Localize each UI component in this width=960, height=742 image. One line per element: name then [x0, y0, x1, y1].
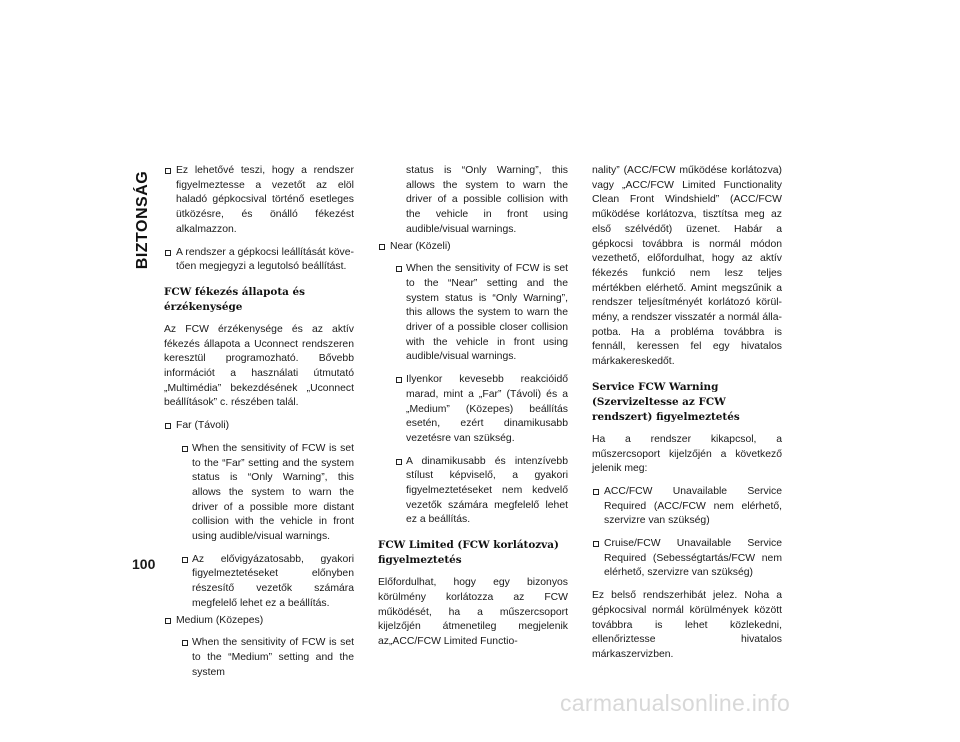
- bullet-item-far: Far (Távoli): [164, 419, 354, 434]
- column-2: [378, 164, 568, 658]
- bullet-item: Ez lehetővé teszi, hogy a rendszer figyelmeztesse a vezetőt az elöl haladó gépkocsival történő esetleges ütközésre, és önálló fékezést alkalmazzon.: [164, 164, 354, 238]
- section-tab: [126, 160, 160, 280]
- sub-bullet-item: Ilyenkor kevesebb reakcióidő marad, mint a „Far” (Távoli) és a „Medium” (Közepes) beállítás esetén, ezért dinamikusabb vezetésre van szükség.: [378, 373, 568, 447]
- sub-bullet-continuation: status is “Only Warning”, this allows the system to warn the driver of a possible collision with the vehicle in front using audible/visual warnings.: [406, 165, 568, 235]
- paragraph: Előfordulhat, hogy egy bizonyos körülmény korlátozza az FCW működését, ha a műszercsoport kijelzőjén átmenetileg megjelenik az„ACC/FCW Limited Functio-: [378, 577, 568, 647]
- paragraph: nality” (ACC/FCW működése korlátozva) vagy „ACC/FCW Limited Functionality Clean Front Windshield” (ACC/FCW működése korlátozva, tisztítsa meg az első szélvédőt) üzenet. Habár a gépkocsi továbbra is normál módon vezethető, előfordulhat, hogy az aktív fékezés funkció nem lesz teljes mértékben elérhető. Amint megszűnik a rendszer teljesítményét korlátozó körülmény, a rendszer visszatér a normál állapotba. Ha a probléma továbbra is fennáll, keressen fel egy hivatalos márkakereskedőt.: [592, 165, 782, 368]
- bullet-item: Cruise/FCW Unavailable Service Required (Sebességtartás/FCW nem elérhető, szervizre van szükség): [592, 537, 782, 581]
- sub-bullet-item: When the sensitivity of FCW is set to the “Medium” setting and the system: [164, 636, 354, 680]
- section-tab-label: BIZTONSÁG: [134, 170, 151, 270]
- section-heading: FCW Limited (FCW korlátozva) figyelmeztetés: [378, 539, 559, 567]
- paragraph: Ha a rendszer kikapcsol, a műszercsoport kijelzőjén a következő jelenik meg:: [592, 433, 782, 475]
- bullet-item: A rendszer a gépkocsi leállítását követően megjegyzi a legutolsó beállítást.: [164, 246, 354, 275]
- sub-bullet-item: When the sensitivity of FCW is set to the “Far” setting and the system status is “Only Warning”, this allows the system to warn the driver of a possible more distant collision with the vehicle in front using audible/visual warnings.: [164, 442, 354, 545]
- page-number: 100: [132, 556, 156, 572]
- paragraph: Ez belső rendszerhibát jelez. Noha a gépkocsival normál körülmények között továbbra is lehet közlekedni, ellenőriztesse hivatalos márkaszervizben.: [592, 590, 782, 660]
- sub-bullet-item: Az elővigyázatosabb, gyakori figyelmeztetéseket előnyben részesítő vezetők számára megfelelő lehet ez a beállítás.: [164, 553, 354, 612]
- paragraph: Az FCW érzékenysége és az aktív fékezés állapota a Uconnect rendszeren keresztül programozható. Bővebb információt a használati útmutató „Multimédia” bekezdésének „Uconnect beállítások” c. részében talál.: [164, 323, 354, 409]
- column-1: [164, 164, 354, 688]
- bullet-item-medium: Medium (Közepes): [164, 614, 354, 629]
- section-heading: Service FCW Warning (Szervizeltesse az FCW rendszert) figyelmeztetés: [592, 380, 740, 423]
- section-heading: FCW fékezés állapota és érzékenysége: [164, 285, 305, 313]
- column-3: [592, 164, 782, 671]
- bullet-item-near: Near (Közeli): [378, 240, 568, 255]
- watermark: carmanualsonline.info: [560, 690, 791, 716]
- sub-bullet-item: A dinamikusabb és intenzívebb stílust képviselő, a gyakori figyelmeztetéseket nem kedvelő vezetők számára megfelelő lehet ez a beállítás.: [378, 455, 568, 529]
- bullet-item: ACC/FCW Unavailable Service Required (ACC/FCW nem elérhető, szervizre van szükség): [592, 485, 782, 529]
- sub-bullet-item: When the sensitivity of FCW is set to the “Near” setting and the system status is “Only Warning”, this allows the system to warn the driver of a possible closer collision with the vehicle in front using audible/visual warnings.: [378, 262, 568, 365]
